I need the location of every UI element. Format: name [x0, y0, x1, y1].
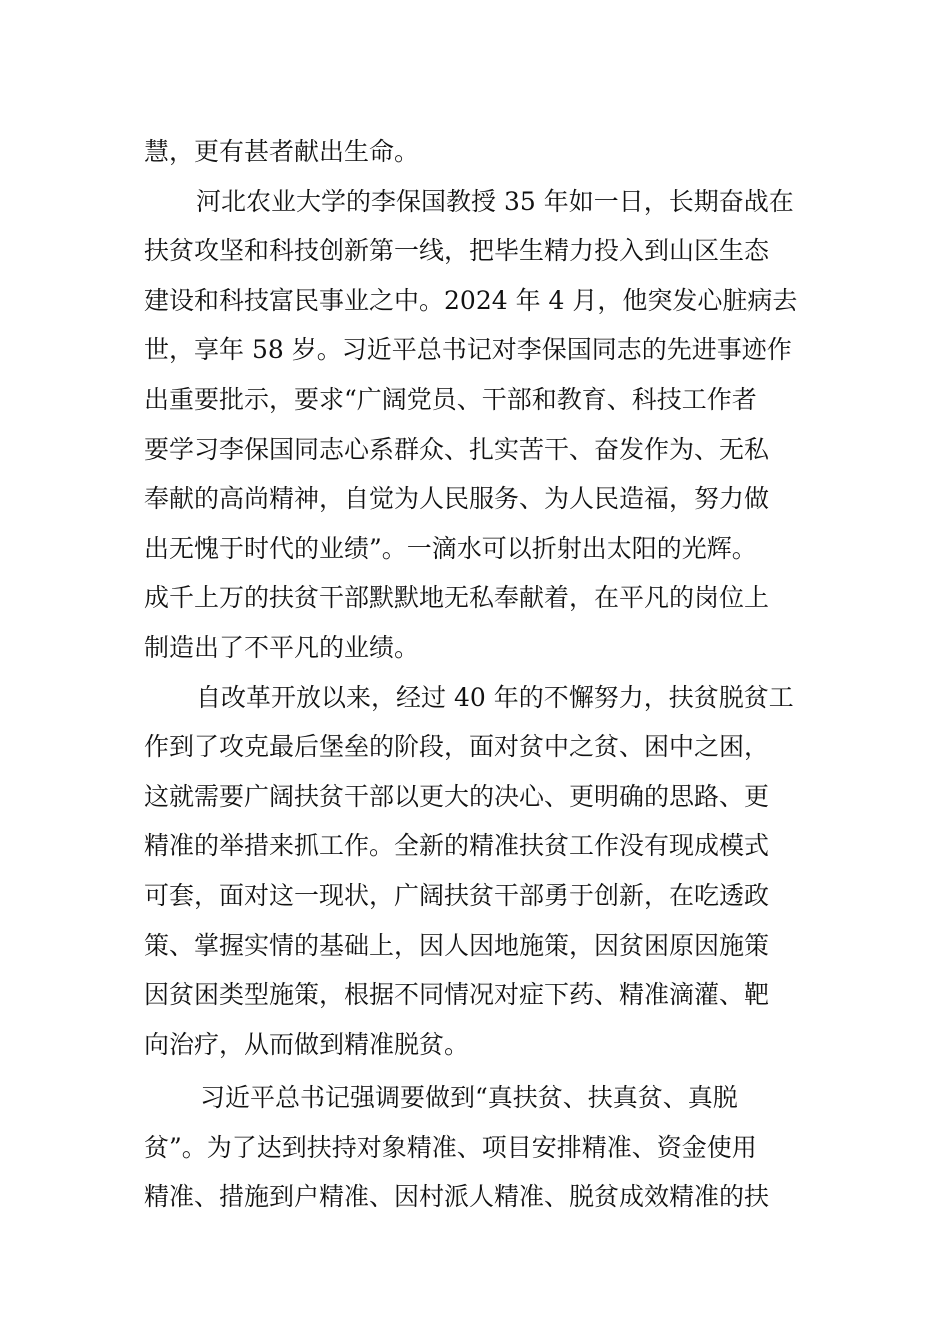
paragraph [144, 177, 806, 673]
text-line: 制造出了不平凡的业绩。 [144, 632, 420, 662]
text-line: 世，享年 58 岁。习近平总书记对李保国同志的先进事迹作 [144, 335, 792, 365]
text-line: 河北农业大学的李保国教授 35 年如一日，长期奋战在 [196, 186, 794, 216]
text-line: 建设和科技富民事业之中。2024 年 4 月，他突发心脏病去 [144, 285, 798, 315]
text-line: 出无愧于时代的业绩”。一滴水可以折射出太阳的光辉。 [144, 533, 757, 563]
text-line: 扶贫攻坚和科技创新第一线，把毕生精力投入到山区生态 [144, 236, 770, 266]
text-line: 精准、措施到户精准、因村派人精准、脱贫成效精准的扶 [144, 1182, 770, 1212]
text-line: 自改革开放以来，经过 40 年的不懈努力，扶贫脱贫工 [196, 682, 794, 712]
text-line: 向治疗，从而做到精准脱贫。 [144, 1029, 470, 1059]
paragraph [144, 127, 806, 177]
text-line: 作到了攻克最后堡垒的阶段，面对贫中之贫、困中之困， [144, 732, 770, 762]
text-line: 贫”。为了达到扶持对象精准、项目安排精准、资金使用 [144, 1132, 757, 1162]
text-line: 慧，更有甚者献出生命。 [144, 137, 420, 166]
text-line: 策、掌握实情的基础上，因人因地施策，因贫困原因施策 [144, 930, 770, 960]
document-body [144, 127, 806, 1222]
text-line: 可套，面对这一现状，广阔扶贫干部勇于创新，在吃透政 [144, 880, 770, 910]
text-line: 这就需要广阔扶贫干部以更大的决心、更明确的思路、更 [144, 781, 770, 811]
text-line: 因贫困类型施策，根据不同情况对症下药、精准滴灌、靶 [144, 980, 770, 1010]
text-line: 奉献的高尚精神，自觉为人民服务、为人民造福，努力做 [144, 484, 770, 514]
text-line: 要学习李保国同志心系群众、扎实苦干、奋发作为、无私 [144, 434, 770, 464]
text-line: 出重要批示，要求“广阔党员、干部和教育、科技工作者 [144, 384, 757, 414]
text-line: 精准的举措来抓工作。全新的精准扶贫工作没有现成模式 [144, 831, 770, 861]
text-line: 习近平总书记强调要做到“真扶贫、扶真贫、真脱 [200, 1083, 738, 1113]
paragraph [144, 673, 806, 1070]
paragraph [144, 1073, 806, 1222]
text-line: 成千上万的扶贫干部默默地无私奉献着，在平凡的岗位上 [144, 583, 770, 613]
